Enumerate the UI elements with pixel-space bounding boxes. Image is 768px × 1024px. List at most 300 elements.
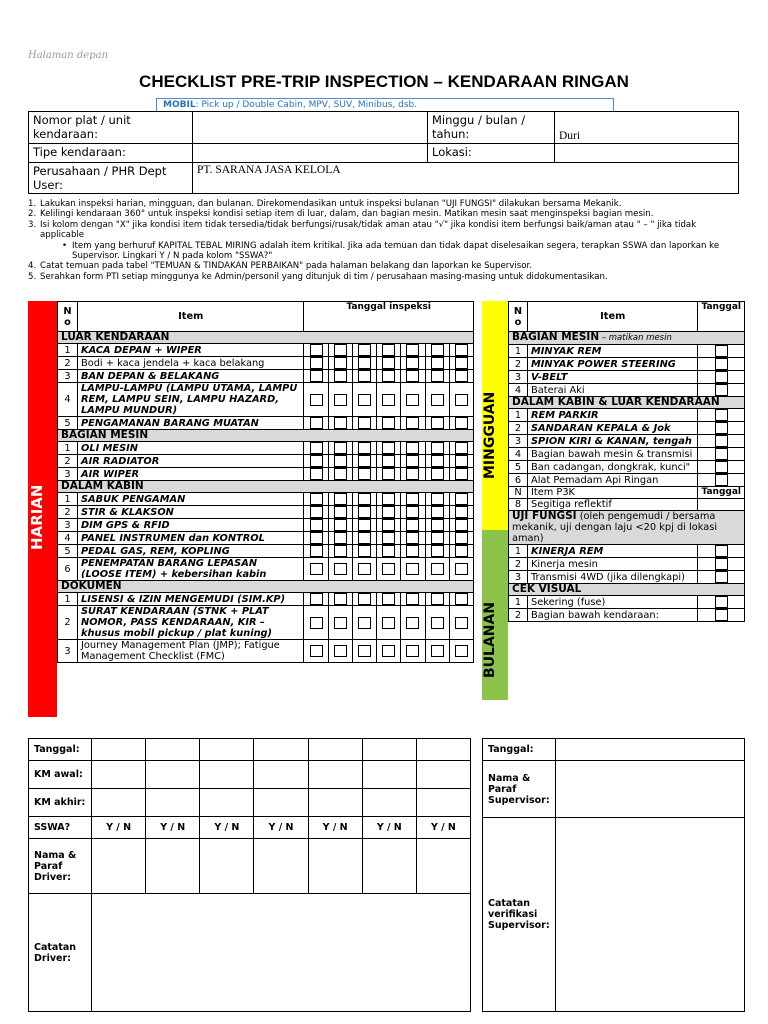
checkbox[interactable] — [334, 506, 347, 518]
row-label: Catatan Driver: — [29, 894, 92, 1012]
checkbox[interactable] — [382, 370, 395, 382]
checkbox[interactable] — [310, 645, 323, 657]
entry-cell[interactable] — [416, 839, 470, 894]
checkbox[interactable] — [715, 609, 728, 621]
item-text: LISENSI & IZIN MENGEMUDI (SIM.KP) — [78, 593, 304, 606]
table-row — [58, 545, 474, 558]
checkbox[interactable] — [382, 545, 395, 557]
checkbox[interactable] — [334, 532, 347, 544]
checkbox[interactable] — [431, 417, 444, 429]
checkbox[interactable] — [334, 442, 347, 454]
item-no: 3 — [509, 571, 528, 584]
section-title: BAGIAN MESIN — [512, 331, 600, 343]
checkbox[interactable] — [310, 532, 323, 544]
checkbox[interactable] — [406, 468, 419, 480]
checkbox[interactable] — [431, 532, 444, 544]
checkbox[interactable] — [431, 357, 444, 369]
checkbox[interactable] — [334, 455, 347, 467]
entry-cell[interactable] — [556, 818, 745, 1012]
checkbox[interactable] — [334, 394, 347, 406]
checkbox[interactable] — [382, 344, 395, 356]
checkbox[interactable] — [310, 394, 323, 406]
table-row — [58, 506, 474, 519]
section-title: LUAR KENDARAAN — [58, 332, 474, 344]
item-no: 1 — [58, 593, 78, 606]
entry-cell[interactable] — [92, 817, 146, 839]
checkbox[interactable] — [406, 455, 419, 467]
checkbox[interactable] — [382, 417, 395, 429]
checkbox[interactable] — [431, 563, 444, 575]
checkbox[interactable] — [358, 357, 371, 369]
checkbox[interactable] — [406, 357, 419, 369]
checkbox[interactable] — [358, 532, 371, 544]
section-row — [58, 430, 474, 442]
entry-cell[interactable] — [362, 817, 416, 839]
checkbox[interactable] — [431, 394, 444, 406]
item-text: Baterai Aki — [528, 384, 698, 397]
item-no: 3 — [58, 640, 78, 663]
row-label: Catatan verifikasi Supervisor: — [483, 818, 556, 1012]
entry-cell[interactable] — [200, 739, 254, 761]
checkbox[interactable] — [382, 532, 395, 544]
item-text: AIR RADIATOR — [78, 455, 304, 468]
item-no: 8 — [509, 499, 528, 511]
checkbox[interactable] — [310, 519, 323, 531]
item-text: OLI MESIN — [78, 442, 304, 455]
instructions-list — [28, 199, 740, 282]
instruction-text: Lakukan inspeksi harian, mingguan, dan bulanan. Direkomendasikan untuk inspeksi bulanan "UJI FUNGSI" dilakukan bersama Mekanik. — [40, 199, 622, 209]
section-row — [509, 332, 745, 345]
row-label: KM akhir: — [29, 789, 92, 817]
checkbox[interactable] — [431, 442, 444, 454]
item-text: KACA DEPAN + WIPER — [78, 344, 304, 357]
checkbox[interactable] — [358, 519, 371, 531]
checkbox[interactable] — [406, 506, 419, 518]
row-label: Tanggal: — [29, 739, 92, 761]
row-label: Tanggal: — [483, 739, 556, 761]
table-row — [58, 344, 474, 357]
item-text: SANDARAN KEPALA & Jok — [528, 422, 698, 435]
checkbox[interactable] — [431, 593, 444, 605]
checkbox[interactable] — [715, 371, 728, 383]
entry-cell[interactable] — [254, 761, 308, 789]
checkbox[interactable] — [310, 563, 323, 575]
item-no: 2 — [58, 606, 78, 640]
col-item-header: Item — [78, 302, 304, 332]
checkbox[interactable] — [715, 558, 728, 570]
checkbox[interactable] — [334, 370, 347, 382]
item-no: 3 — [509, 371, 528, 384]
checkbox[interactable] — [334, 593, 347, 605]
entry-cell[interactable] — [416, 789, 470, 817]
checkbox[interactable] — [334, 563, 347, 575]
checkbox[interactable] — [715, 474, 728, 486]
checkbox[interactable] — [455, 493, 468, 505]
item-no: 1 — [509, 345, 528, 358]
table-row — [483, 761, 745, 818]
entry-cell[interactable] — [254, 817, 308, 839]
checkbox[interactable] — [455, 344, 468, 356]
item-text: Sekering (fuse) — [528, 596, 698, 609]
vehicle-info-table — [28, 111, 739, 194]
checkbox[interactable] — [310, 344, 323, 356]
checkbox[interactable] — [334, 468, 347, 480]
checkbox[interactable] — [310, 593, 323, 605]
supervisor-summary-table — [482, 738, 745, 1012]
checkbox[interactable] — [358, 442, 371, 454]
item-text: Alat Pemadam Api Ringan — [528, 474, 698, 487]
entry-cell[interactable] — [254, 839, 308, 894]
checkbox[interactable] — [431, 645, 444, 657]
checkbox[interactable] — [382, 468, 395, 480]
lokasi-field[interactable] — [555, 144, 739, 163]
item-no: 6 — [509, 474, 528, 487]
checkbox[interactable] — [358, 455, 371, 467]
table-row — [58, 640, 474, 663]
checkbox[interactable] — [455, 394, 468, 406]
entry-cell[interactable] — [556, 761, 745, 818]
checkbox[interactable] — [715, 345, 728, 357]
checkbox[interactable] — [382, 617, 395, 629]
item-no: 3 — [58, 519, 78, 532]
item-text: PENGAMANAN BARANG MUATAN — [78, 417, 304, 430]
checkbox[interactable] — [715, 409, 728, 421]
checkbox[interactable] — [358, 417, 371, 429]
instruction-text: Serahkan form PTI setiap minggunya ke Admin/personil yang ditunjuk di tim / perusahaan masing-masing untuk didokumentasikan. — [40, 271, 608, 282]
sswa-yn: Y / N — [106, 822, 132, 833]
checkbox[interactable] — [406, 344, 419, 356]
checkbox[interactable] — [358, 645, 371, 657]
checkbox[interactable] — [382, 593, 395, 605]
checkbox[interactable] — [406, 519, 419, 531]
entry-cell[interactable] — [362, 789, 416, 817]
checkbox[interactable] — [715, 358, 728, 370]
checkbox[interactable] — [358, 593, 371, 605]
entry-cell[interactable] — [200, 789, 254, 817]
checkbox[interactable] — [431, 506, 444, 518]
item-text: Item P3K — [528, 487, 698, 499]
entry-cell[interactable] — [362, 739, 416, 761]
checkbox[interactable] — [358, 394, 371, 406]
checkbox[interactable] — [358, 344, 371, 356]
checkbox[interactable] — [455, 357, 468, 369]
checkbox[interactable] — [310, 442, 323, 454]
section-title: DOKUMEN — [58, 581, 474, 593]
entry-cell[interactable] — [416, 739, 470, 761]
entry-cell[interactable] — [92, 789, 146, 817]
checkbox[interactable] — [406, 593, 419, 605]
checkbox[interactable] — [406, 617, 419, 629]
checkbox[interactable] — [406, 442, 419, 454]
checkbox[interactable] — [406, 394, 419, 406]
mingguan-bulanan-wrap — [508, 301, 745, 622]
table-row — [509, 461, 745, 474]
checkbox[interactable] — [455, 532, 468, 544]
checkbox[interactable] — [715, 448, 728, 460]
entry-cell[interactable] — [308, 789, 362, 817]
item-text: MINYAK POWER STEERING — [528, 358, 698, 371]
plat-field[interactable] — [193, 112, 428, 144]
item-no: 2 — [58, 506, 78, 519]
checkbox[interactable] — [358, 545, 371, 557]
checkbox[interactable] — [455, 519, 468, 531]
checkbox[interactable] — [334, 545, 347, 557]
item-no: 1 — [58, 344, 78, 357]
checkbox[interactable] — [431, 455, 444, 467]
entry-cell[interactable] — [308, 761, 362, 789]
entry-cell[interactable] — [92, 839, 146, 894]
checkbox[interactable] — [310, 455, 323, 467]
checkbox[interactable] — [431, 617, 444, 629]
checkbox[interactable] — [715, 571, 728, 583]
item-no: 2 — [509, 609, 528, 622]
checkbox[interactable] — [715, 596, 728, 608]
checkbox[interactable] — [358, 370, 371, 382]
checkbox[interactable] — [455, 617, 468, 629]
entry-cell[interactable] — [556, 739, 745, 761]
checkbox[interactable] — [334, 617, 347, 629]
table-row — [509, 609, 745, 622]
entry-cell[interactable] — [146, 739, 200, 761]
table-row — [509, 371, 745, 384]
entry-cell[interactable] — [416, 761, 470, 789]
item-text: AIR WIPER — [78, 468, 304, 481]
entry-cell[interactable] — [146, 839, 200, 894]
entry-cell[interactable] — [308, 817, 362, 839]
table-row — [58, 493, 474, 506]
section-subtitle: – matikan mesin — [599, 333, 672, 343]
entry-cell[interactable] — [200, 839, 254, 894]
mingguan-bulanan-table — [508, 301, 745, 622]
mingguan-label: MINGGUAN — [482, 391, 498, 479]
item-no: 3 — [509, 435, 528, 448]
page-note: Halaman depan — [28, 50, 109, 61]
item-no: 2 — [509, 558, 528, 571]
checkbox[interactable] — [310, 417, 323, 429]
item-text: Kinerja mesin — [528, 558, 698, 571]
checkbox[interactable] — [715, 545, 728, 557]
checkbox[interactable] — [431, 519, 444, 531]
table-row — [509, 596, 745, 609]
harian-table-wrap — [57, 301, 474, 663]
sswa-yn: Y / N — [322, 822, 348, 833]
checkbox[interactable] — [455, 506, 468, 518]
perusahaan-field[interactable]: PT. SARANA JASA KELOLA — [193, 163, 739, 194]
checkbox[interactable] — [382, 357, 395, 369]
table-row — [58, 442, 474, 455]
table-row — [58, 383, 474, 417]
table-row — [509, 487, 745, 499]
checkbox[interactable] — [382, 506, 395, 518]
checkbox[interactable] — [431, 545, 444, 557]
checkbox[interactable] — [334, 357, 347, 369]
checkbox[interactable] — [455, 417, 468, 429]
item-text: Bagian bawah mesin & transmisi — [528, 448, 698, 461]
section-subtitle: (oleh pengemudi / bersama mekanik, uji dengan laju <20 kpj di lokasi aman) — [512, 511, 718, 544]
entry-cell[interactable] — [92, 739, 146, 761]
checkbox[interactable] — [358, 468, 371, 480]
item-text: Bagian bawah kendaraan: — [528, 609, 698, 622]
checkbox[interactable] — [310, 545, 323, 557]
instruction-item: 2. Kelilingi kendaraan 360° untuk inspeksi kondisi setiap item di luar, dalam, dan bagian mesin. Matikan mesin saat menginspeksi bagian mesin. — [28, 209, 654, 220]
item-no: 1 — [58, 442, 78, 455]
checkbox[interactable] — [431, 370, 444, 382]
checkbox[interactable] — [310, 617, 323, 629]
harian-label: HARIAN — [28, 484, 46, 550]
checkbox[interactable] — [406, 370, 419, 382]
checkbox[interactable] — [334, 344, 347, 356]
row-label: Nama & Paraf Supervisor: — [483, 761, 556, 818]
checkbox[interactable] — [310, 493, 323, 505]
checkbox[interactable] — [334, 493, 347, 505]
item-no: 1 — [509, 596, 528, 609]
entry-cell[interactable] — [254, 739, 308, 761]
instruction-text: Catat temuan pada tabel "TEMUAN & TINDAKAN PERBAIKAN" pada halaman belakang dan laporkan ke Supervisor. — [40, 261, 532, 272]
checkbox[interactable] — [431, 493, 444, 505]
entry-cell[interactable] — [146, 817, 200, 839]
item-no: 3 — [58, 370, 78, 383]
col-tanggal-header: Tanggal — [701, 487, 741, 497]
col-item-header: Item — [528, 302, 698, 332]
table-row — [58, 417, 474, 430]
item-no: 2 — [509, 422, 528, 435]
checkbox[interactable] — [358, 493, 371, 505]
table-row — [58, 455, 474, 468]
entry-cell[interactable] — [146, 761, 200, 789]
instruction-item: • Item yang berhuruf KAPITAL TEBAL MIRING adalah item kritikal. Jika ada temuan dan tidak dapat diselesaikan segera, terapkan SSWA dan laporkan ke Supervisor. Lingkari Y / N pada kolom "SSWA?" — [62, 240, 720, 262]
table-row — [58, 606, 474, 640]
checkbox[interactable] — [334, 645, 347, 657]
checkbox[interactable] — [334, 417, 347, 429]
entry-cell[interactable] — [362, 839, 416, 894]
minggu-label: Minggu / bulan / tahun: — [428, 112, 555, 144]
bulanan-label: BULANAN — [482, 601, 498, 679]
table-row — [509, 358, 745, 371]
entry-cell[interactable] — [308, 739, 362, 761]
checkbox[interactable] — [358, 617, 371, 629]
checkbox[interactable] — [455, 545, 468, 557]
item-no: 4 — [509, 384, 528, 397]
entry-cell[interactable] — [92, 894, 471, 1012]
checkbox[interactable] — [382, 394, 395, 406]
checkbox[interactable] — [334, 519, 347, 531]
item-text: BAN DEPAN & BELAKANG — [78, 370, 304, 383]
checkbox[interactable] — [431, 344, 444, 356]
checkbox[interactable] — [455, 370, 468, 382]
item-text: Bodi + kaca jendela + kaca belakang — [78, 357, 304, 370]
item-no: 4 — [58, 383, 78, 417]
item-no: 4 — [509, 448, 528, 461]
checkbox[interactable] — [382, 563, 395, 575]
section-row — [509, 584, 745, 596]
instruction-item: 3. Isi kolom dengan "X" jika kondisi item tidak tersedia/tidak berfungsi/rusak/tidak aman atau "√" jika kondisi item berfungsi baik/aman atau " – " jika tidak applicable — [28, 219, 697, 241]
section-row — [509, 397, 745, 409]
checkbox[interactable] — [310, 357, 323, 369]
entry-cell[interactable] — [254, 789, 308, 817]
checkbox[interactable] — [310, 370, 323, 382]
table-row — [509, 571, 745, 584]
sswa-yn: Y / N — [376, 822, 402, 833]
checkbox[interactable] — [715, 461, 728, 473]
item-text: PANEL INSTRUMEN dan KONTROL — [78, 532, 304, 545]
plat-label: Nomor plat / unit kendaraan: — [29, 112, 193, 144]
sswa-yn: Y / N — [430, 822, 456, 833]
instruction-text: Isi kolom dengan "X" jika kondisi item tidak tersedia/tidak berfungsi/rusak/tidak aman atau "√" jika kondisi item berfungsi baik/aman atau " – " jika tidak applicable — [40, 219, 697, 241]
item-text: Journey Management Plan (JMP); Fatigue Management Checklist (FMC) — [78, 640, 304, 663]
checkbox[interactable] — [715, 435, 728, 447]
harian-table — [57, 301, 474, 663]
checkbox[interactable] — [406, 532, 419, 544]
instruction-text: Item yang berhuruf KAPITAL TEBAL MIRING adalah item kritikal. Jika ada temuan dan tidak dapat diselesaikan segera, terapkan SSWA dan laporkan ke Supervisor. Lingkari Y / N pada kolom "SSWA?" — [72, 240, 720, 262]
instruction-item: 1. Lakukan inspeksi harian, mingguan, dan bulanan. Direkomendasikan untuk inspeksi bulanan "UJI FUNGSI" dilakukan bersama Mekanik. — [28, 199, 622, 209]
checkbox[interactable] — [455, 442, 468, 454]
checkbox[interactable] — [455, 645, 468, 657]
entry-cell[interactable] — [362, 761, 416, 789]
checkbox[interactable] — [431, 468, 444, 480]
col-tanggal-header: Tanggal — [698, 302, 745, 332]
checkbox[interactable] — [406, 545, 419, 557]
driver-summary-table — [28, 738, 471, 1012]
minggu-field[interactable]: Duri — [555, 112, 739, 144]
entry-cell[interactable] — [92, 761, 146, 789]
checkbox[interactable] — [455, 468, 468, 480]
table-row — [29, 739, 471, 761]
checkbox[interactable] — [406, 645, 419, 657]
table-row — [58, 558, 474, 581]
entry-cell[interactable] — [200, 761, 254, 789]
instruction-item: 5. Serahkan form PTI setiap minggunya ke Admin/personil yang ditunjuk di tim / perusahaan masing-masing untuk didokumentasikan. — [28, 271, 608, 282]
section-row — [58, 481, 474, 493]
page-title: CHECKLIST PRE-TRIP INSPECTION – KENDARAAN RINGAN — [139, 72, 629, 91]
checkbox[interactable] — [715, 384, 728, 396]
checkbox[interactable] — [358, 563, 371, 575]
tipe-field[interactable] — [193, 144, 428, 163]
tipe-label: Tipe kendaraan: — [29, 144, 193, 163]
checkbox[interactable] — [382, 645, 395, 657]
checkbox[interactable] — [715, 422, 728, 434]
checkbox[interactable] — [406, 493, 419, 505]
item-no: 5 — [58, 417, 78, 430]
checkbox[interactable] — [382, 455, 395, 467]
checkbox[interactable] — [310, 468, 323, 480]
entry-cell[interactable] — [308, 839, 362, 894]
checkbox[interactable] — [455, 455, 468, 467]
item-no: N — [509, 487, 528, 499]
checkbox[interactable] — [382, 442, 395, 454]
entry-cell[interactable] — [200, 817, 254, 839]
checkbox[interactable] — [406, 417, 419, 429]
checkbox[interactable] — [358, 506, 371, 518]
item-no: 1 — [509, 409, 528, 422]
entry-cell[interactable] — [416, 817, 470, 839]
checkbox[interactable] — [382, 493, 395, 505]
checkbox[interactable] — [310, 506, 323, 518]
checkbox[interactable] — [382, 519, 395, 531]
item-no: 1 — [58, 493, 78, 506]
instruction-text: Kelilingi kendaraan 360° untuk inspeksi kondisi setiap item di luar, dalam, dan bagian mesin. Matikan mesin saat menginspeksi bagian mesin. — [40, 209, 654, 220]
table-row — [509, 474, 745, 487]
perusahaan-label: Perusahaan / PHR Dept User: — [29, 163, 193, 194]
table-row — [58, 357, 474, 370]
table-row — [58, 593, 474, 606]
item-no: 6 — [58, 558, 78, 581]
item-text: SURAT KENDARAAN (STNK + PLAT NOMOR, PASS KENDARAAN, KIR – khusus mobil pickup / plat kuning) — [78, 606, 304, 640]
table-row — [29, 894, 471, 1012]
checkbox[interactable] — [406, 563, 419, 575]
entry-cell[interactable] — [146, 789, 200, 817]
checkbox[interactable] — [455, 593, 468, 605]
checkbox[interactable] — [455, 563, 468, 575]
